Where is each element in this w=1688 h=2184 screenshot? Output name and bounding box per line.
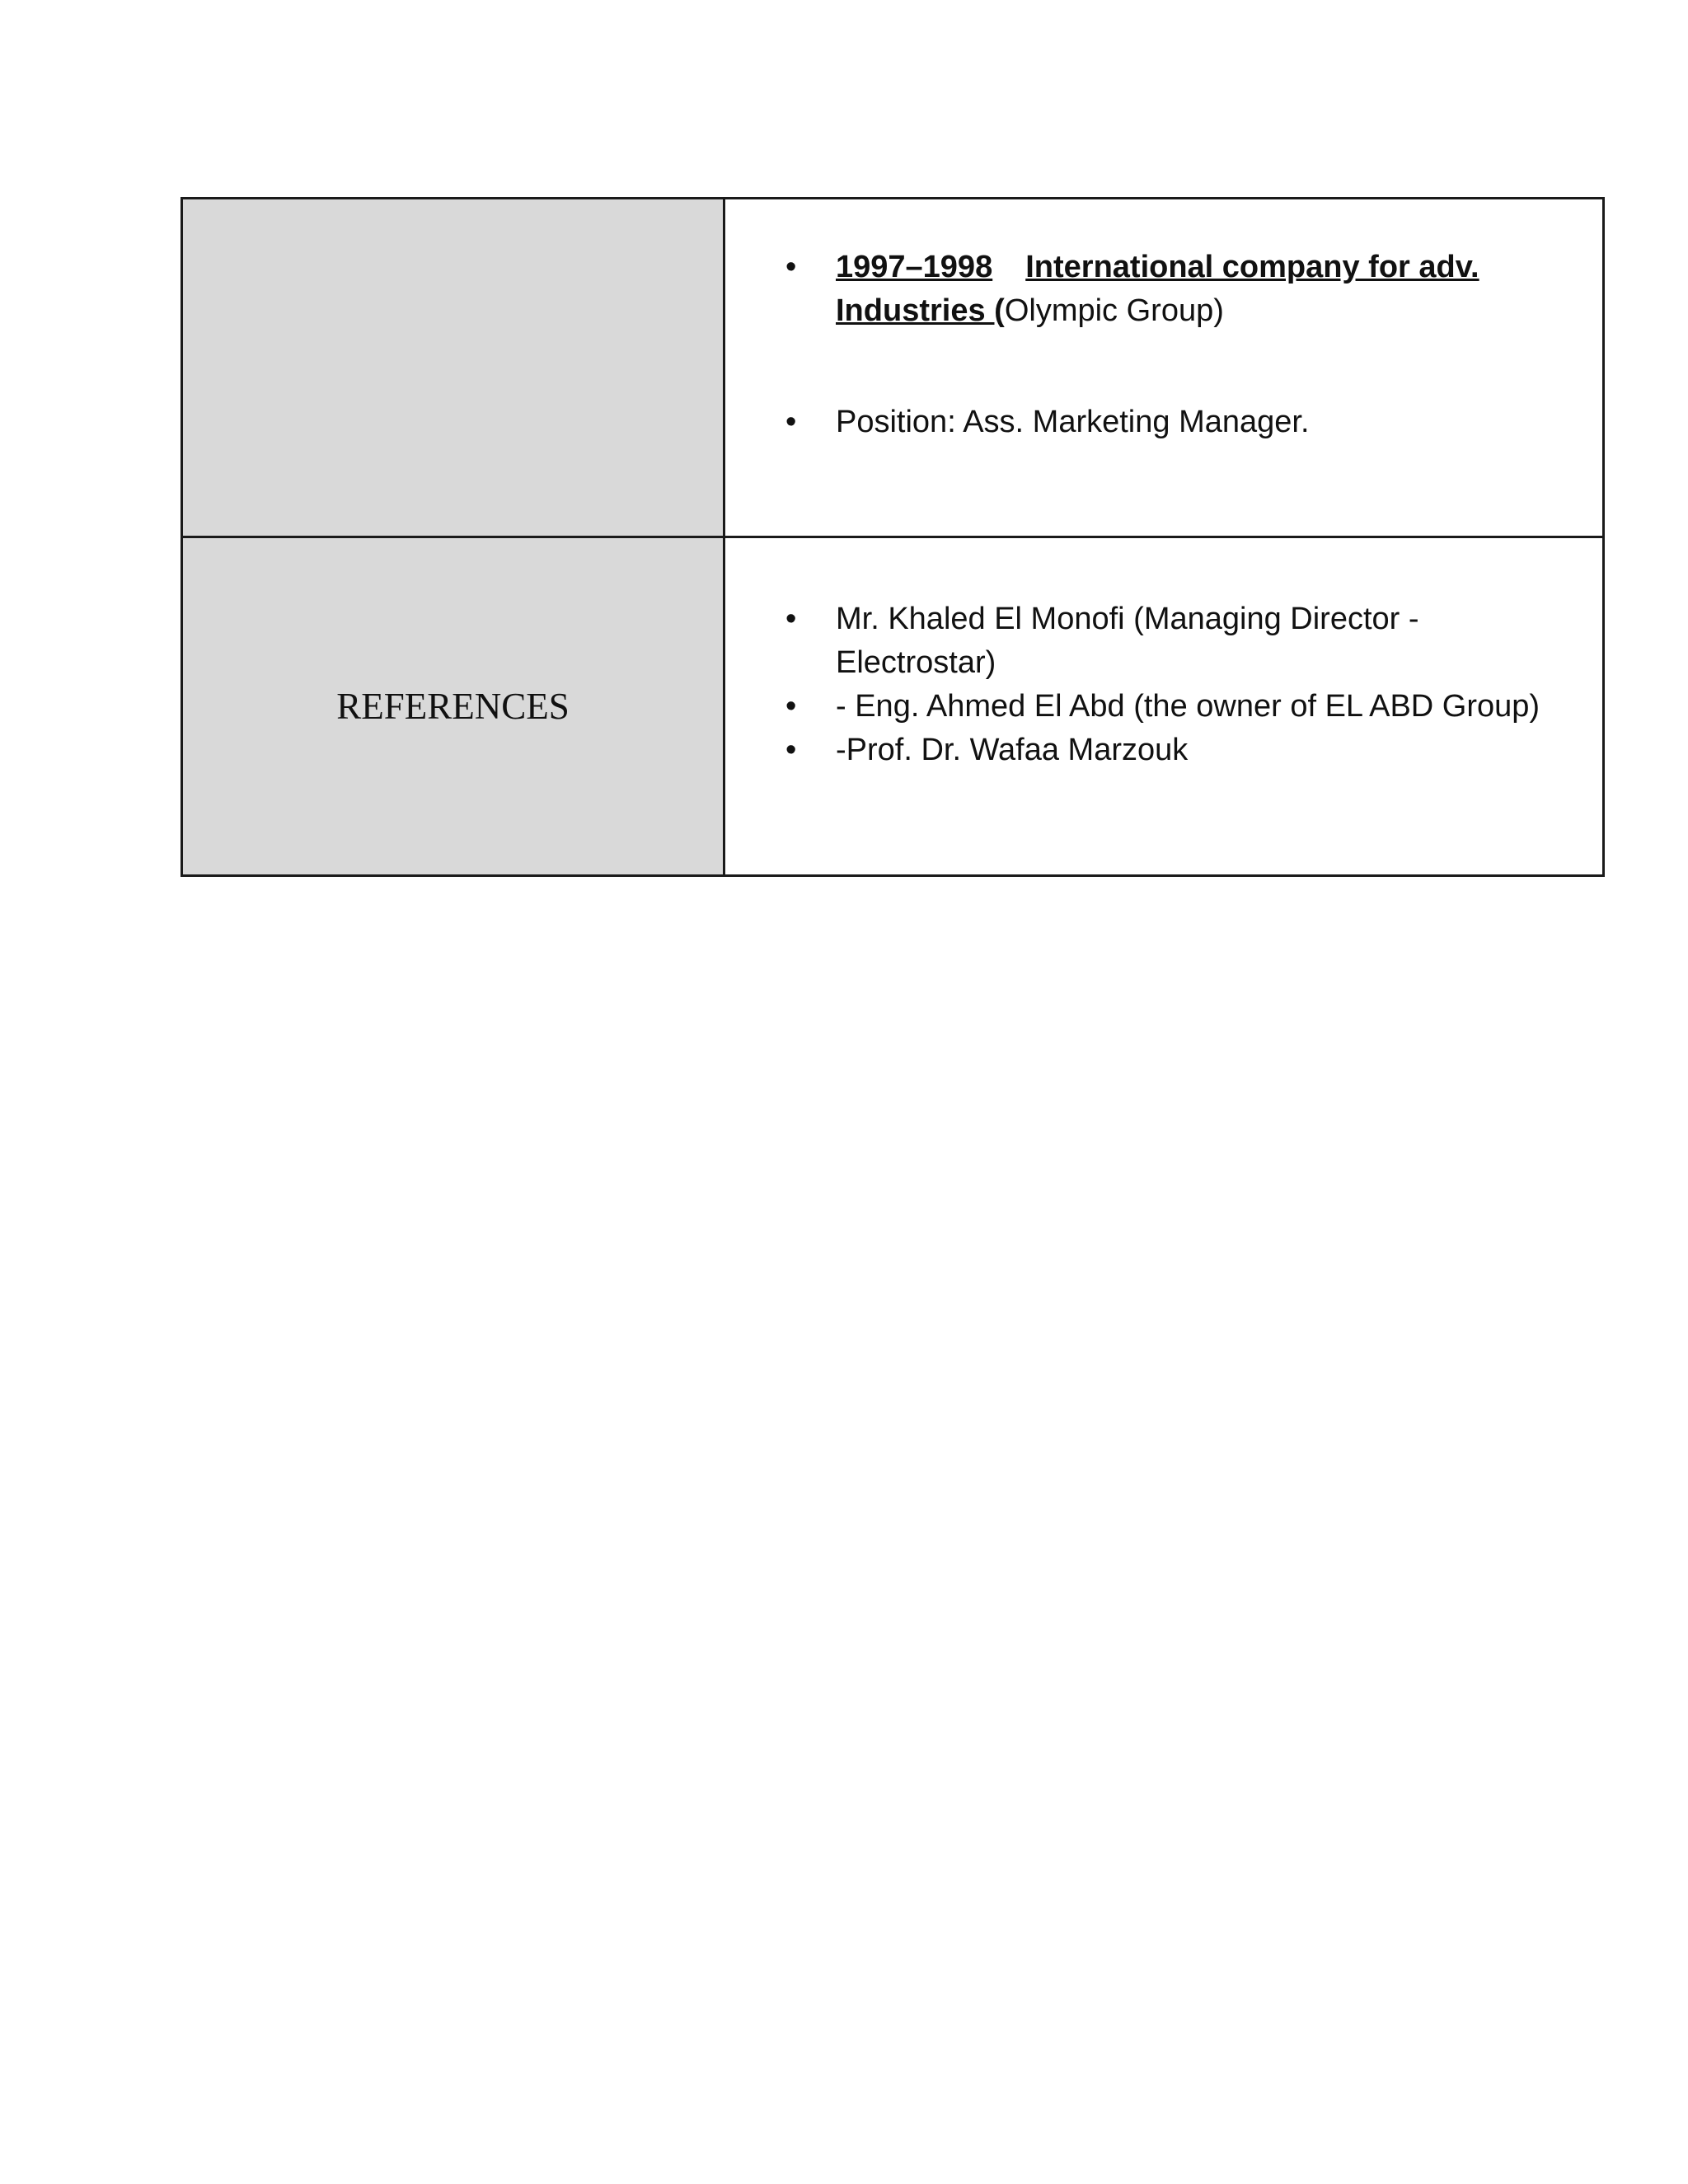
bullet-icon: • xyxy=(785,602,797,636)
references-content-cell xyxy=(724,537,1604,876)
reference-item xyxy=(725,685,1602,729)
reference-text: - Eng. Ahmed El Abd (the owner of EL ABD Group) xyxy=(836,689,1540,724)
bullet-icon: • xyxy=(785,405,797,439)
references-list xyxy=(725,538,1602,772)
experience-company-item xyxy=(725,246,1602,333)
experience-years: 1997–1998 xyxy=(836,250,993,284)
bullet-icon: • xyxy=(785,733,797,767)
reference-item xyxy=(725,598,1602,685)
references-row xyxy=(182,537,1604,876)
experience-list xyxy=(725,199,1602,444)
experience-company-group: Olympic Group) xyxy=(1004,293,1224,328)
experience-label-cell xyxy=(182,199,724,537)
cv-table xyxy=(181,197,1605,877)
reference-text: Mr. Khaled El Monofi (Managing Director - Electrostar) xyxy=(836,602,1419,680)
experience-company-name: International company for adv. Industries ( xyxy=(836,250,1479,328)
experience-content-cell xyxy=(724,199,1604,537)
reference-text: -Prof. Dr. Wafaa Marzouk xyxy=(836,733,1189,767)
experience-position-item xyxy=(725,401,1602,444)
bullet-icon: • xyxy=(785,250,797,284)
bullet-icon: • xyxy=(785,689,797,724)
reference-item xyxy=(725,729,1602,772)
experience-position: Position: Ass. Marketing Manager. xyxy=(836,405,1310,439)
references-heading: REFERENCES xyxy=(182,537,724,876)
experience-row xyxy=(182,199,1604,537)
